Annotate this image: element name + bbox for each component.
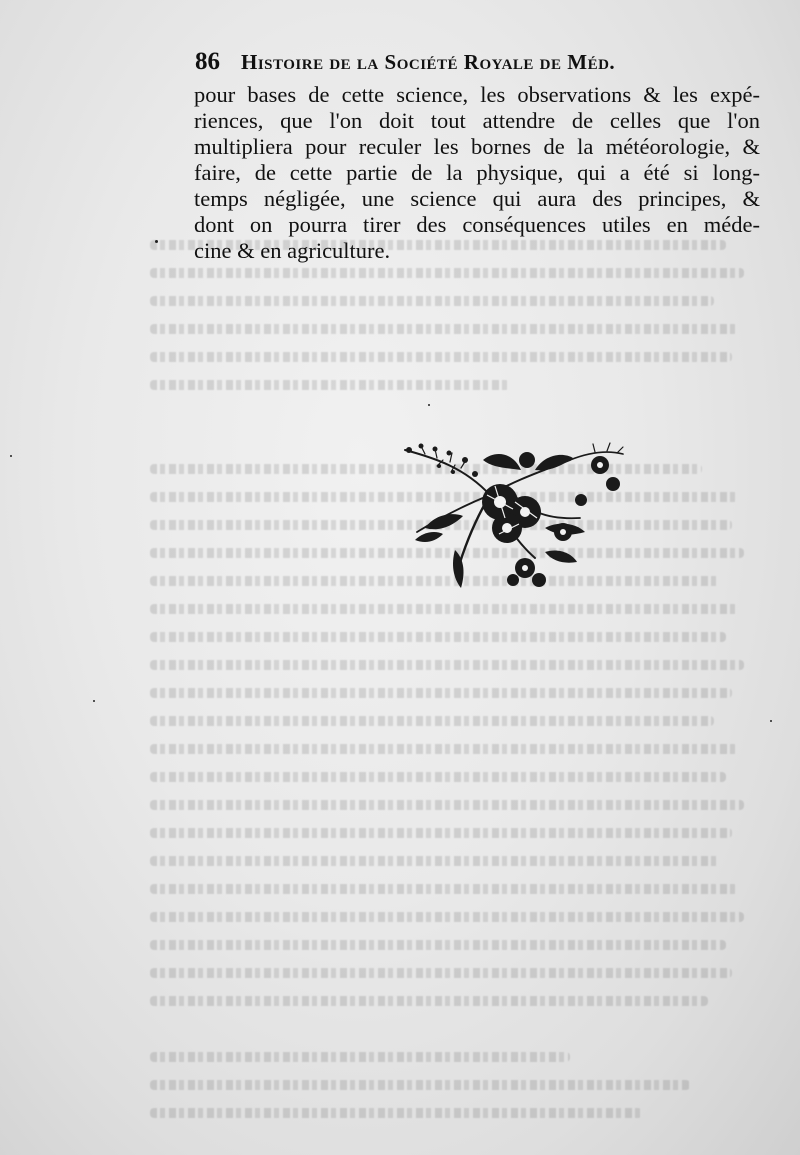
text-line: temps négligée, une science qui aura des principes, & [194, 186, 760, 211]
ink-speck [93, 700, 95, 702]
ink-speck [428, 404, 430, 406]
ink-speck [10, 455, 12, 457]
text-line: riences, que l'on doit tout attendre de celles que l'on [194, 108, 760, 133]
running-head-title: Histoire de la Société Royale de Méd. [241, 50, 616, 74]
page-number: 86 [195, 48, 220, 75]
text-line: dont on pourra tirer des conséquences utiles en méde- [194, 212, 760, 237]
ink-speck [770, 720, 772, 722]
text-line: cine & en agriculture. [194, 238, 391, 263]
show-through-text [150, 240, 750, 1060]
floral-vignette-icon [395, 440, 635, 595]
ink-speck [155, 240, 158, 243]
text-line: faire, de cette partie de la physique, qui a été si long- [194, 160, 760, 185]
text-line: multipliera pour reculer les bornes de la météorologie, & [194, 134, 760, 159]
text-line: pour bases de cette science, les observations & les expé- [194, 82, 760, 107]
running-header [195, 46, 755, 80]
